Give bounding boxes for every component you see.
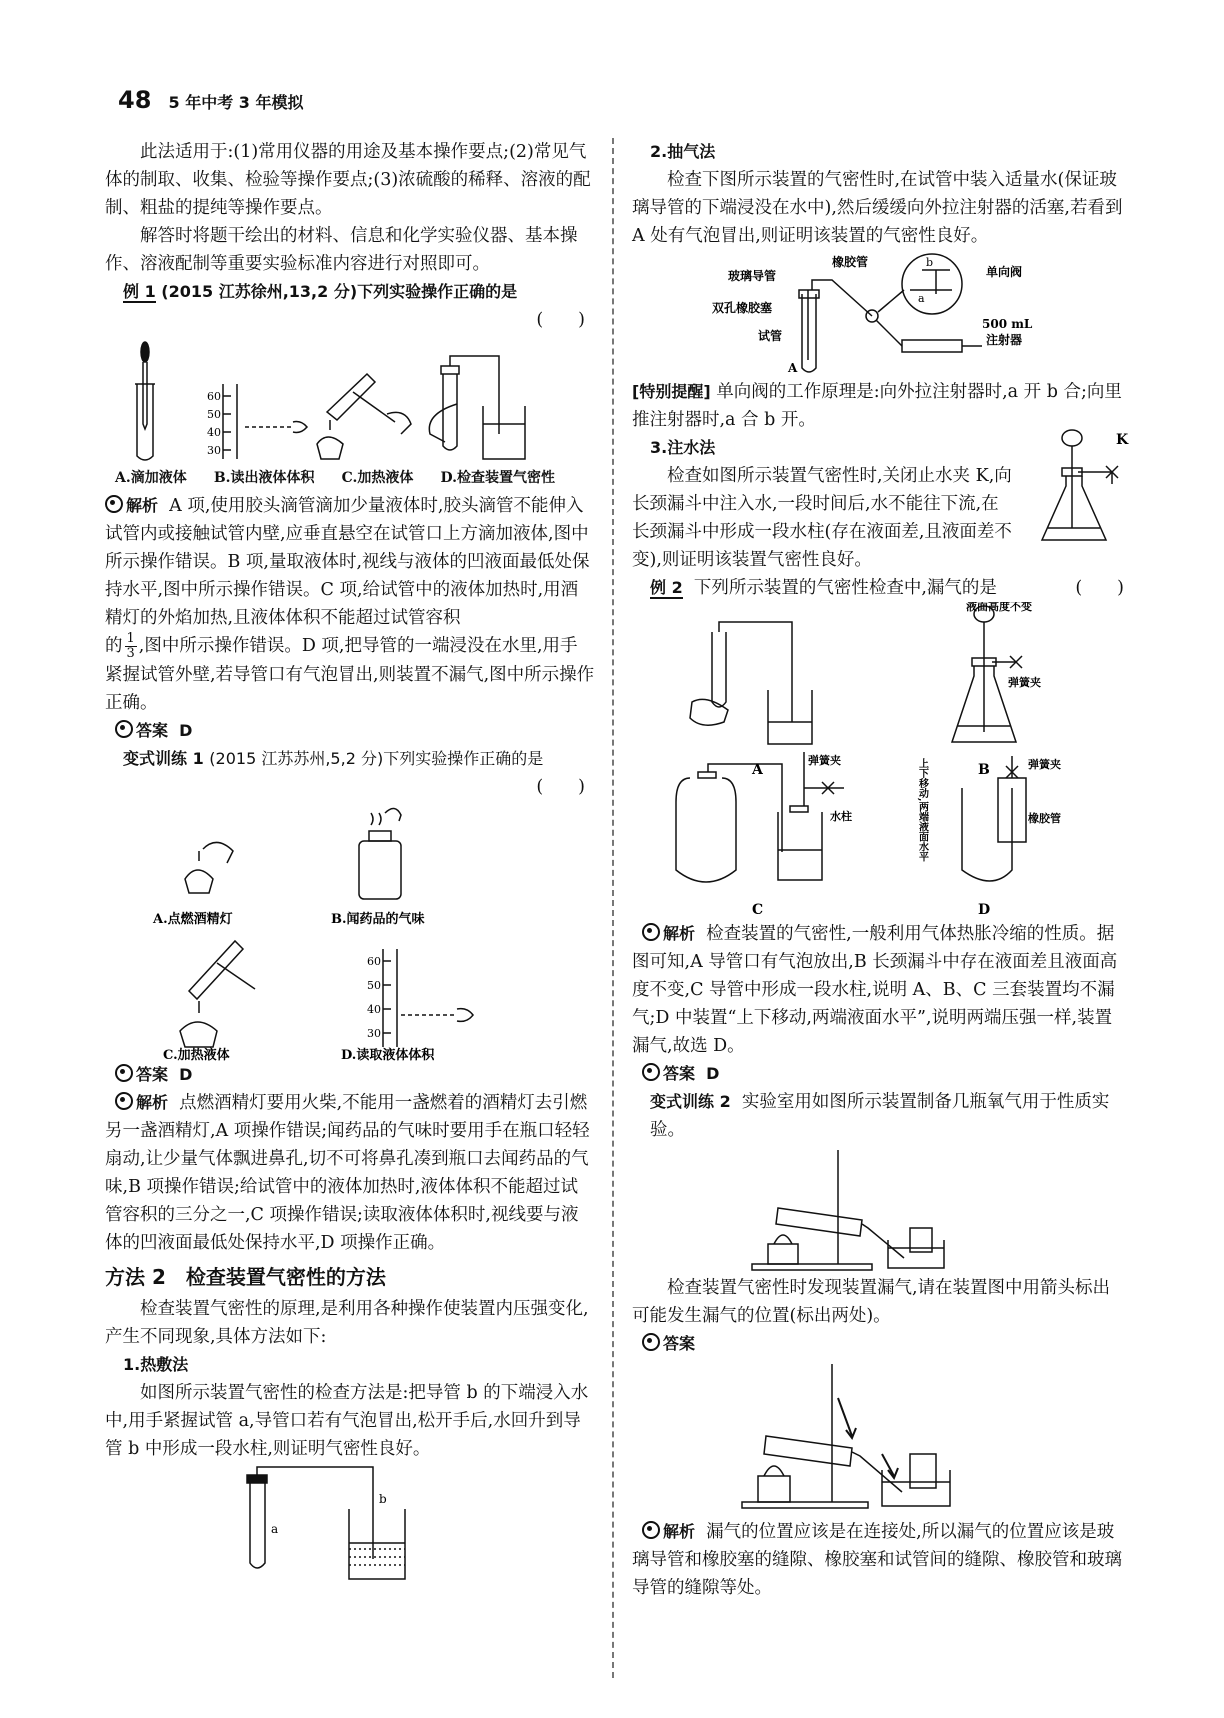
analysis-icon (115, 1092, 133, 1110)
example-1-analysis-cont: 的 $\frac{1}{3}$ ,图中所示操作错误。D 项,把导管的一端浸没在水里,用手紧握试管外壁,若导管口有气泡冒出,则装置不漏气,图中所示操作正确。 (105, 631, 595, 713)
variant-2-label: 变式训练 2 (650, 1092, 731, 1111)
fig-label-D: D (978, 902, 991, 918)
example-1-answer: 答案 D (105, 717, 595, 745)
label-rubber-tube-d: 橡胶管 (1028, 812, 1061, 825)
variant-1-answer: 答案 D (105, 1061, 595, 1089)
intro-paragraph-2: 解答时将题干绘出的材料、信息和化学实验仪器、基本操作、溶液配制等重要实验标准内容进行对照即可。 (105, 226, 578, 274)
page-number: 48 (118, 86, 152, 114)
label-level-unchanged: 液面高度不变 (966, 602, 1032, 613)
label-stopper: 双孔橡胶塞 (712, 301, 773, 315)
answer-tag: 答案 (115, 721, 168, 740)
fig-label-C: C (752, 902, 764, 918)
method-2-intro: 检查装置气密性的原理,是利用各种操作使装置内压强变化,产生不同现象,具体方法如下: (105, 1299, 589, 1347)
pump-method-figure (632, 250, 1124, 378)
variant-1-text: (2015 江苏苏州,5,2 分)下列实验操作正确的是 (209, 749, 544, 768)
left-column (105, 138, 595, 1583)
tip (632, 378, 1124, 434)
answer-icon (115, 1064, 133, 1082)
column-divider (612, 138, 614, 1678)
example-1-analysis: 解析 A 项,使用胶头滴管滴加少量液体时,胶头滴管不能伸入试管内或接触试管内壁,应垂直悬空在试管口上方滴加液体,图中所示操作错误。B 项,量取液体时,视线与液体的凹液面最低处保持水平,图中所示操作错误。C 项,给试管中的液体加热时,用酒精灯的外焰加热,且液体体积不能超过试管容积 (105, 496, 590, 628)
ex1-caption-c: C.加热液体 (341, 470, 414, 486)
example-1-question (105, 278, 595, 306)
v1-scale-50: 50 (367, 979, 381, 992)
variant-1-caption-a: A.点燃酒精灯 (153, 912, 233, 927)
heat-label-a: a (271, 1522, 279, 1536)
method-2-title: 方法 2 检查装置气密性的方法 (105, 1265, 386, 1289)
method-inject-title: 3.注水法 (650, 438, 716, 457)
intro-paragraph-1: 此法适用于:(1)常用仪器的用途及基本操作要点;(2)常见气体的制取、收集、检验等操作要点;(3)浓硫酸的稀释、溶液的配制、粗盐的提纯等操作要点。 (105, 142, 591, 218)
scale-60: 60 (207, 390, 221, 403)
variant-1-paren: ( ) (536, 777, 585, 797)
variant-1-analysis: 解析 点燃酒精灯要用火柴,不能用一盏燃着的酒精灯去引燃另一盏酒精灯,A 项操作错误;闻药品的气味时要用手在瓶口轻轻扇动,让少量气体飘进鼻孔,切不可将鼻孔凑到瓶口去闻药品的气味,B 项操作错误;给试管中的液体加热时,液体体积不能超过试管容积的三分之一,C 项操作错误;读取液体体积时,视线要与液体的凹液面最低处保持水平,D 项操作正确。 (105, 1093, 590, 1253)
inject-method-illustration (1032, 428, 1132, 548)
variant-1-label: 变式训练 1 (123, 749, 204, 768)
label-clip-c: 弹簧夹 (808, 754, 841, 767)
answer-icon (115, 720, 133, 738)
label-rubber-tube: 橡胶管 (832, 255, 869, 269)
example-1-figure (105, 334, 595, 464)
answer-icon (642, 1333, 660, 1351)
scale-40: 40 (207, 426, 221, 439)
label-K: K (1116, 432, 1129, 448)
variant-1-caption-b: B.闻药品的气味 (331, 912, 425, 927)
method-pump-text: 检查下图所示装置的气密性时,在试管中装入适量水(保证玻璃导管的下端浸没在水中),然后缓缓向外拉注射器的活塞,若看到 A 处有气泡冒出,则证明该装置的气密性良好。 (632, 170, 1123, 246)
v1-scale-30: 30 (367, 1027, 381, 1040)
label-water-column: 水柱 (830, 810, 852, 823)
method-inject-text: 检查如图所示装置气密性时,关闭止水夹 K,向长颈漏斗中注入水,一段时间后,水不能往下流,在长颈漏斗中形成一段水柱(存在液面差,且液面差不变),则证明该装置气密性良好。 (632, 466, 1012, 570)
heat-label-b: b (379, 1492, 387, 1506)
label-A: A (788, 361, 798, 375)
variant-2-analysis: 解析 漏气的位置应该是在连接处,所以漏气的位置应该是玻璃导管和橡胶塞的缝隙、橡胶塞和试管间的缝隙、橡胶管和玻璃导管的缝隙等处。 (632, 1522, 1122, 1598)
analysis-icon (642, 923, 660, 941)
label-clip-b: 弹簧夹 (1008, 676, 1041, 689)
oxygen-apparatus-illustration (632, 1144, 1124, 1274)
fig-label-A: A (752, 762, 763, 778)
v1-scale-60: 60 (367, 955, 381, 968)
analysis-tag: 解析 (105, 496, 158, 515)
ex1-caption-a: A.滴加液体 (115, 470, 187, 486)
method-pump-title: 2.抽气法 (650, 142, 716, 161)
variant-1-question (105, 745, 595, 773)
analysis-icon (105, 495, 123, 513)
ex1-caption-b: B.读出液体体积 (213, 470, 315, 486)
ex1-caption-d: D.检查装置气密性 (440, 470, 555, 486)
example-2-analysis: 解析 检查装置的气密性,一般利用气体热胀冷缩的性质。据图可知,A 导管口有气泡放出,B 长颈漏斗中存在液面差且液面高度不变,C 导管中形成一段水柱,说明 A、B、C 三套装置均不漏气;D 中装置“上下移动,两端液面水平”,说明两端压强一样,装置漏气,故选 D。 (632, 924, 1118, 1056)
variant-1-illustration (105, 801, 595, 1061)
variant-1-figure (105, 801, 595, 1061)
fraction-one-third: $\frac{1}{3}$ (126, 631, 135, 661)
heat-method-illustration (105, 1463, 595, 1583)
label-syringe-volume: 500 mL (982, 317, 1033, 331)
example-2-figure (632, 602, 1124, 920)
label-one-way-valve: 单向阀 (986, 265, 1023, 279)
example-1-captions (105, 464, 555, 492)
right-column (632, 138, 1129, 1602)
tip-text: 单向阀的工作原理是:向外拉注射器时,a 开 b 合;向里推注射器时,a 合 b 开。 (632, 382, 1122, 430)
label-a: a (918, 292, 925, 305)
scale-30: 30 (207, 444, 221, 457)
example-2-label: 例 2 (650, 578, 683, 597)
answer-icon (642, 1063, 660, 1081)
example-2-answer: 答案 D (632, 1060, 1124, 1088)
example-2-paren: ( ) (1075, 578, 1124, 598)
example-1-text: (2015 江苏徐州,13,2 分)下列实验操作正确的是 (161, 282, 518, 301)
variant-2-question (632, 1088, 1124, 1144)
scale-50: 50 (207, 408, 221, 421)
example-1-illustration (105, 334, 595, 464)
method-heat-title: 1.热敷法 (123, 1355, 189, 1374)
page-header (118, 86, 303, 114)
analysis-icon (642, 1521, 660, 1539)
heat-method-figure (105, 1463, 595, 1583)
tip-label: [特别提醒] (632, 382, 711, 401)
example-2-text: 下列所示装置的气密性检查中,漏气的是 (693, 578, 997, 598)
variant-2-figure (632, 1144, 1124, 1274)
book-title: 5 年中考 3 年模拟 (168, 93, 304, 112)
example-1-paren: ( ) (536, 310, 585, 330)
example-2-question (632, 574, 1124, 602)
label-clip-d: 弹簧夹 (1028, 758, 1061, 771)
label-glass-tube: 玻璃导管 (728, 269, 777, 283)
pump-method-illustration (632, 250, 1124, 378)
variant-2-text: 实验室用如图所示装置制备几瓶氧气用于性质实验。 (650, 1092, 1110, 1140)
method-heat-text: 如图所示装置气密性的检查方法是:把导管 b 的下端浸入水中,用手紧握试管 a,导管口若有气泡冒出,松开手后,水回升到导管 b 中形成一段水柱,则证明气密性良好。 (105, 1383, 589, 1459)
variant-1-caption-c: C.加热液体 (163, 1048, 230, 1061)
variant-2-question-text: 检查装置气密性时发现装置漏气,请在装置图中用箭头标出可能发生漏气的位置(标出两处)。 (632, 1278, 1111, 1326)
variant-2-answer-figure (632, 1358, 1124, 1518)
variant-2-answer: 答案 (632, 1330, 1124, 1358)
fig-label-B: B (978, 762, 990, 778)
example-1-label: 例 1 (123, 282, 156, 301)
variant-1-caption-d: D.读取液体体积 (341, 1048, 435, 1061)
oxygen-apparatus-answer-illustration (632, 1358, 1124, 1518)
label-move-vertical: 上下移动,两端液面水平 (916, 758, 928, 862)
example-2-illustration (632, 602, 1124, 920)
label-b: b (926, 256, 934, 269)
label-syringe: 注射器 (986, 333, 1023, 347)
label-test-tube: 试管 (758, 329, 783, 343)
v1-scale-40: 40 (367, 1003, 381, 1016)
